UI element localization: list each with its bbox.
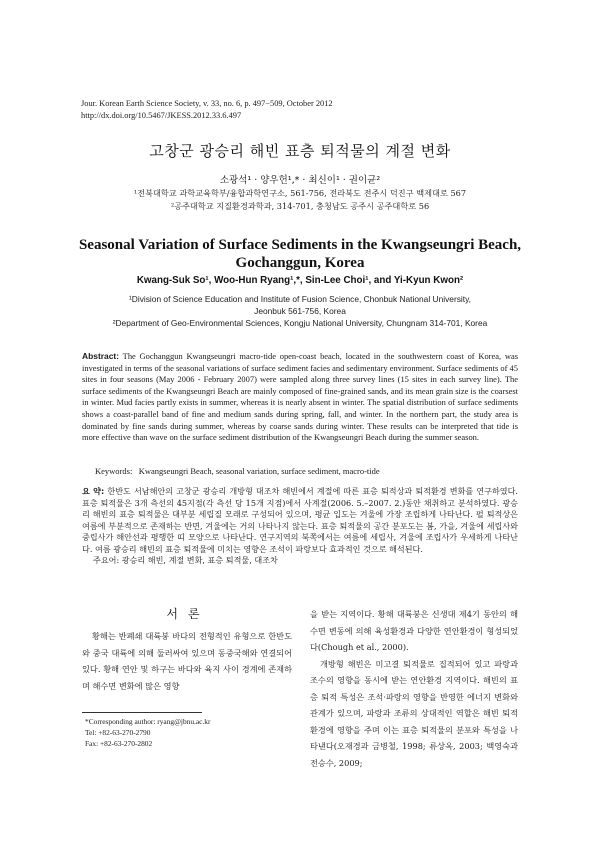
footnote <box>85 716 210 749</box>
english-affiliation-1-line-2: Jeonbuk 561-756, Korea <box>254 305 346 316</box>
abstract-label: Abstract: <box>82 351 120 361</box>
english-affiliation-2: ²Department of Geo-Environmental Sciences, Kongju National University, Chungnam 314-701, Korea <box>112 318 488 328</box>
keywords-text: Kwangseungri Beach, seasonal variation, surface sediment, macro-tide <box>138 466 380 476</box>
english-title-line-1: Seasonal Variation of Surface Sediments in the Kwangseungri Beach, <box>78 237 522 253</box>
korean-abstract <box>82 486 518 556</box>
journal-header <box>81 98 333 122</box>
journal-doi[interactable]: http://dx.doi.org/10.5467/JKESS.2012.33.6.497 <box>81 111 242 120</box>
english-affiliation-1 <box>82 294 518 317</box>
english-title <box>60 236 540 272</box>
korean-abstract-text: 한반도 서남해안의 고창군 광승리 개방형 대조차 해빈에서 계절에 따른 표층 퇴적상과 퇴적환경 변화를 연구하였다. 표층 퇴적물은 3개 측선의 45지점(각 측선 당 15개 지점)에서 사계절(2006. 5.–2007. 2.)동안 채취하고 분석하였다. 광승리 해빈의 표층 퇴적물은 대부분 세립질 모래로 구성되어 있으며, 평균 입도는 겨울에 가장 조립하게 나타난다. 펄 퇴적상은 여름에 부분적으로 존재하는 반면, 겨울에는 거의 나타나지 않는다. 표층 퇴적물의 공간 분포도는 봄, 가을, 겨울에 세립사와 중립사가 해안선과 평행한 띠 모양으로 나타난다. 연구지역의 북쪽에서는 여름에 세립사, 겨울에 조립사가 우세하게 나타난다. 여름 광승리 해빈의 표층 퇴적물에 미치는 영향은 조석이 파랑보다 효과적인 것으로 해석된다. <box>82 486 518 554</box>
korean-affiliation-2: ²공주대학교 지질환경과학과, 314-701, 충청남도 공주시 공주대학로 56 <box>170 201 430 211</box>
english-title-line-2: Gochanggun, Korea <box>235 255 365 271</box>
author-fax: Fax: +82-63-270-2802 <box>85 739 153 748</box>
keywords-label: Keywords: <box>95 466 133 476</box>
english-affiliation-1-line-1: ¹Division of Science Education and Institute of Fusion Science, Chonbuk National University, <box>129 294 471 304</box>
section-title-introduction: 서론 <box>166 607 210 621</box>
author-tel: Tel: +82-63-270-2790 <box>85 728 151 737</box>
abstract-text: The Gochanggun Kwangseungri macro-tide open-coast beach, located in the southwestern coast of Korea, was investigated in terms of the seasonal variations of surface sediment facies and sedimentary environment. Surface sediments of 45 sites in four seasons (May 2006 - February 2007) were sampled along three survey lines (15 sites in each survey line). The surface sediments of the Kwangseungri Beach are mainly composed of fine-grained sands, and its mean grain size is the coarsest in winter. Mud facies partly exists in summer, whereas it is nearly absent in winter. The spatial distribution of surface sediments shows a coast-parallel band of fine and medium sands during spring, fall, and winter. In the northern part, the study area is dominated by fine sands during summer, whereas by coarse sands during winter. These results can be interpreted that tide is more effective than wave on the surface sediment distribution of the Kwangseungri Beach during the summer season. <box>82 351 518 443</box>
english-authors: Kwang-Suk So¹, Woo-Hun Ryang¹,*, Sin-Lee Choi¹, and Yi-Kyun Kwon² <box>136 275 464 286</box>
journal-citation: Jour. Korean Earth Science Society, v. 33, no. 6, p. 497−509, October 2012 <box>81 99 333 108</box>
introduction-right-column <box>310 606 518 771</box>
korean-affiliation-1: ¹전북대학교 과학교육학부/융합과학연구소, 561-756, 전라북도 전주시 덕진구 백제대로 567 <box>133 188 467 198</box>
korean-keywords: 주요어: 광승리 해빈, 계절 변화, 표층 퇴적물, 대조차 <box>93 555 278 565</box>
korean-title: 고창군 광승리 해빈 표층 퇴적물의 계절 변화 <box>149 142 451 160</box>
footnote-divider <box>82 712 202 713</box>
english-abstract <box>82 351 518 444</box>
english-keywords <box>95 466 525 476</box>
introduction-left-column <box>82 628 292 694</box>
korean-authors: 소광석¹ · 양우헌¹,* · 최신이¹ · 권이균² <box>219 175 381 186</box>
corresponding-author: *Corresponding author: ryang@jbnu.ac.kr <box>85 717 211 726</box>
korean-abstract-label: 요 약: <box>82 486 105 496</box>
introduction-paragraph-2: 개방형 해빈은 미고결 퇴적물로 집적되어 있고 파랑과 조수의 영향을 동시에 받는 연안환경 지역이다. 해빈의 표층 퇴적 특성은 조석·파랑의 영향을 반영한 에너지 변화와 관계가 있으며, 파랑과 조류의 상대적인 역할은 해빈 퇴적환경에 영향을 주며 이는 표층 퇴적물의 분포와 특성을 나타낸다(오재경과 금병철, 1998; 류상옥, 2003; 백영숙과 전승수, 2009; <box>310 658 518 768</box>
introduction-paragraph-1-cont: 을 받는 지역이다. 황해 대륙붕은 신생대 제4기 동안의 해수면 변동에 의해 육성환경과 다양한 연안환경이 형성되었다(Chough et al., 2000). <box>310 609 518 652</box>
introduction-paragraph-1: 황해는 반폐쇄 대륙붕 바다의 전형적인 유형으로 한반도와 중국 대륙에 의해 둘러싸여 있으며 동중국해와 연결되어 있다. 황해 연안 및 하구는 바다와 육지 사이 경계에 존재하며 해수면 변화에 많은 영향 <box>82 631 292 691</box>
